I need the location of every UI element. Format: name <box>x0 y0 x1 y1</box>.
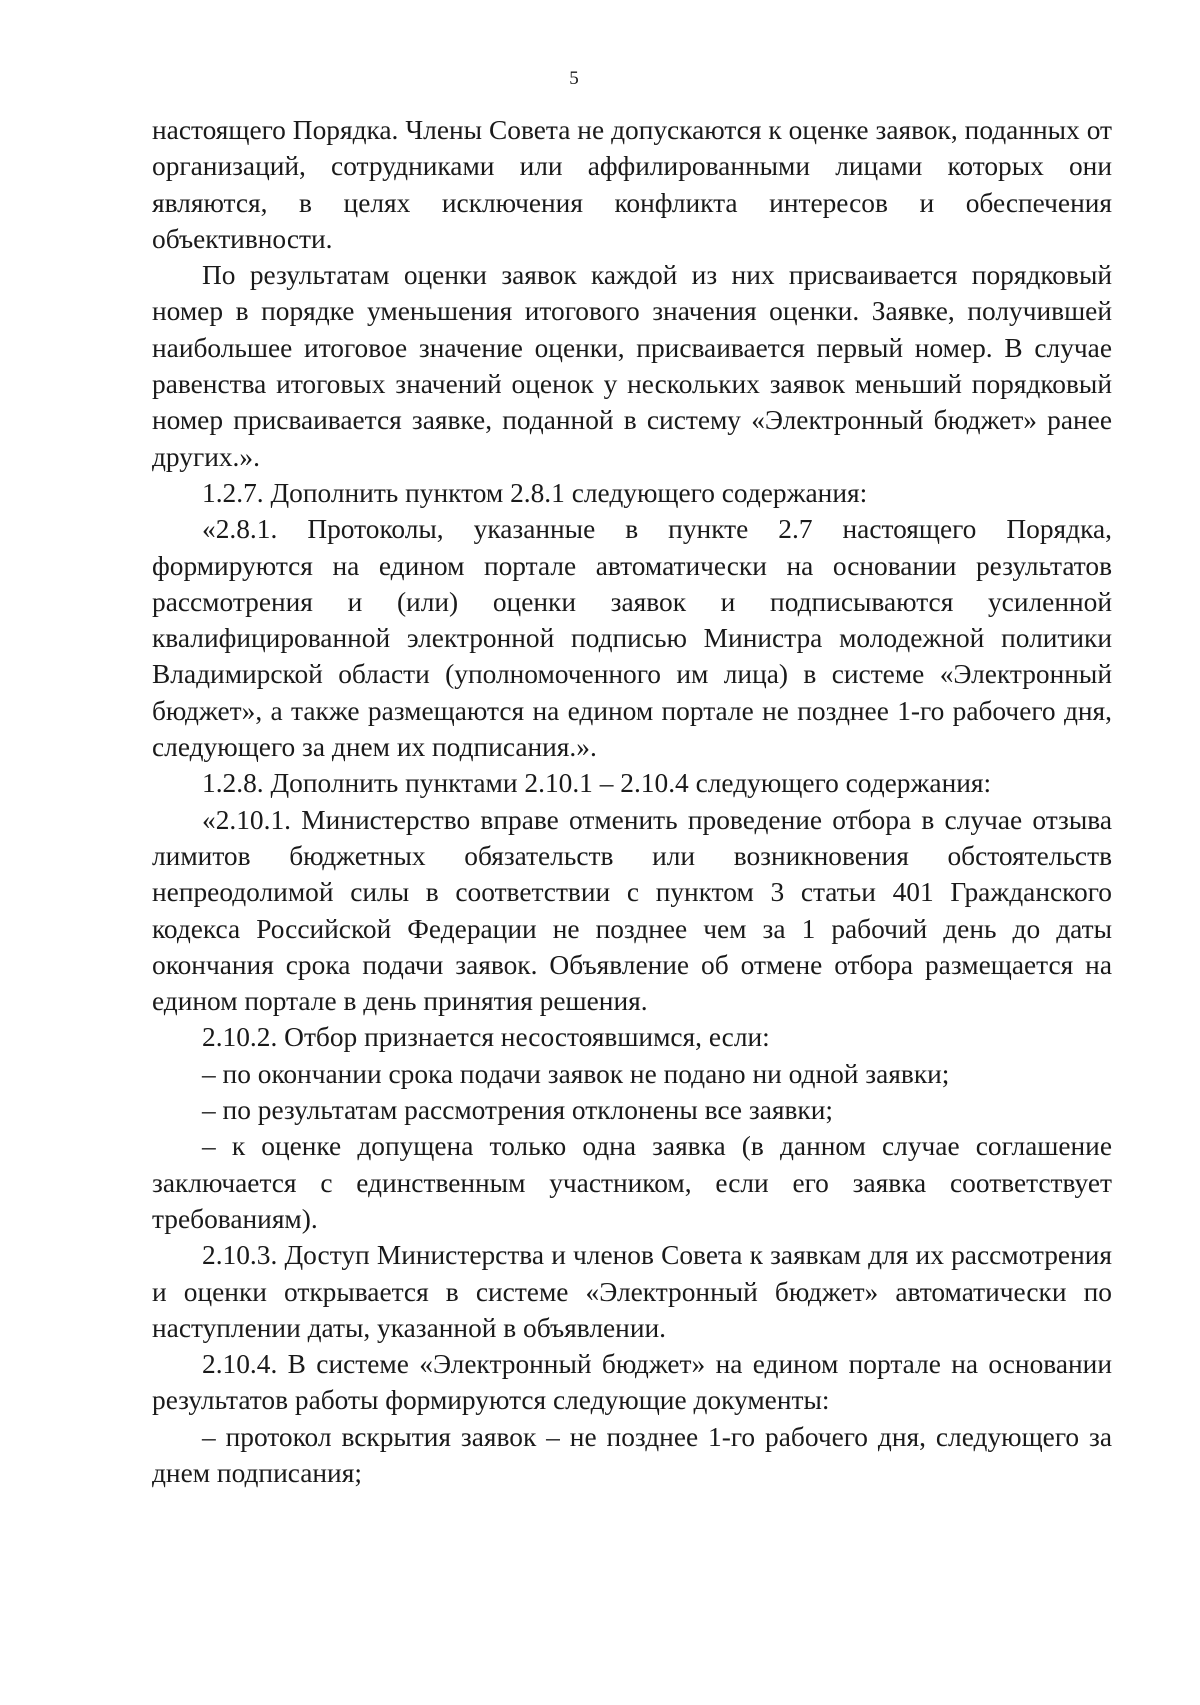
paragraph-ranking: По результатам оценки заявок каждой из них присваивается порядковый номер в порядке уменьшения итогового значения оценки. Заявке, получившей наибольшее итоговое значение оценки, присваивается первый номер. В случае равенства итоговых значений оценок у нескольких заявок меньший порядковый номер присваивается заявке, поданной в систему «Электронный бюджет» ранее других.». <box>152 260 1112 472</box>
list-item-single-application: – к оценке допущена только одна заявка (в данном случае соглашение заключается с единственным участником, если его заявка соответствует требованиям). <box>152 1131 1112 1234</box>
paragraph-2-8-1: «2.8.1. Протоколы, указанные в пункте 2.7 настоящего Порядка, формируются на едином портале автоматически на основании результатов рассмотрения и (или) оценки заявок и подписываются усиленной квалифицированной электронной подписью Министра молодежной политики Владимирской области (уполномоченного им лица) в системе «Электронный бюджет», а также размещаются на едином портале не позднее 1-го рабочего дня, следующего за днем их подписания.». <box>152 514 1112 763</box>
list-item-opening-protocol: – протокол вскрытия заявок – не позднее 1-го рабочего дня, следующего за днем подписания; <box>152 1421 1112 1488</box>
paragraph-2-10-1: «2.10.1. Министерство вправе отменить проведение отбора в случае отзыва лимитов бюджетных обязательств или возникновения обстоятельств непреодолимой силы в соответствии с пунктом 3 статьи 401 Гражданского кодекса Российской Федерации не позднее чем за 1 рабочий день до даты окончания срока подачи заявок. Объявление об отмене отбора размещается на едином портале в день принятия решения. <box>152 804 1112 1017</box>
paragraph-2-10-4: 2.10.4. В системе «Электронный бюджет» на едином портале на основании результатов работы формируются следующие документы: <box>152 1349 1112 1416</box>
page-number: 5 <box>569 68 579 89</box>
paragraph-continuation: настоящего Порядка. Члены Совета не допускаются к оценке заявок, поданных от организаций, сотрудниками или аффилированными лицами которых они являются, в целях исключения конфликта интересов и обеспечения объективности. <box>152 115 1112 254</box>
paragraph-2-10-3: 2.10.3. Доступ Министерства и членов Совета к заявкам для их рассмотрения и оценки открывается в системе «Электронный бюджет» автоматически по наступлении даты, указанной в объявлении. <box>152 1240 1112 1343</box>
list-item-all-rejected: – по результатам рассмотрения отклонены все заявки; <box>202 1095 833 1126</box>
paragraph-2-10-2: 2.10.2. Отбор признается несостоявшимся, если: <box>202 1022 770 1053</box>
paragraph-1-2-8: 1.2.8. Дополнить пунктами 2.10.1 – 2.10.4 следующего содержания: <box>202 768 992 799</box>
document-body <box>152 112 1112 1491</box>
paragraph-1-2-7: 1.2.7. Дополнить пунктом 2.8.1 следующего содержания: <box>202 477 868 508</box>
list-item-no-applications: – по окончании срока подачи заявок не подано ни одной заявки; <box>202 1058 950 1089</box>
